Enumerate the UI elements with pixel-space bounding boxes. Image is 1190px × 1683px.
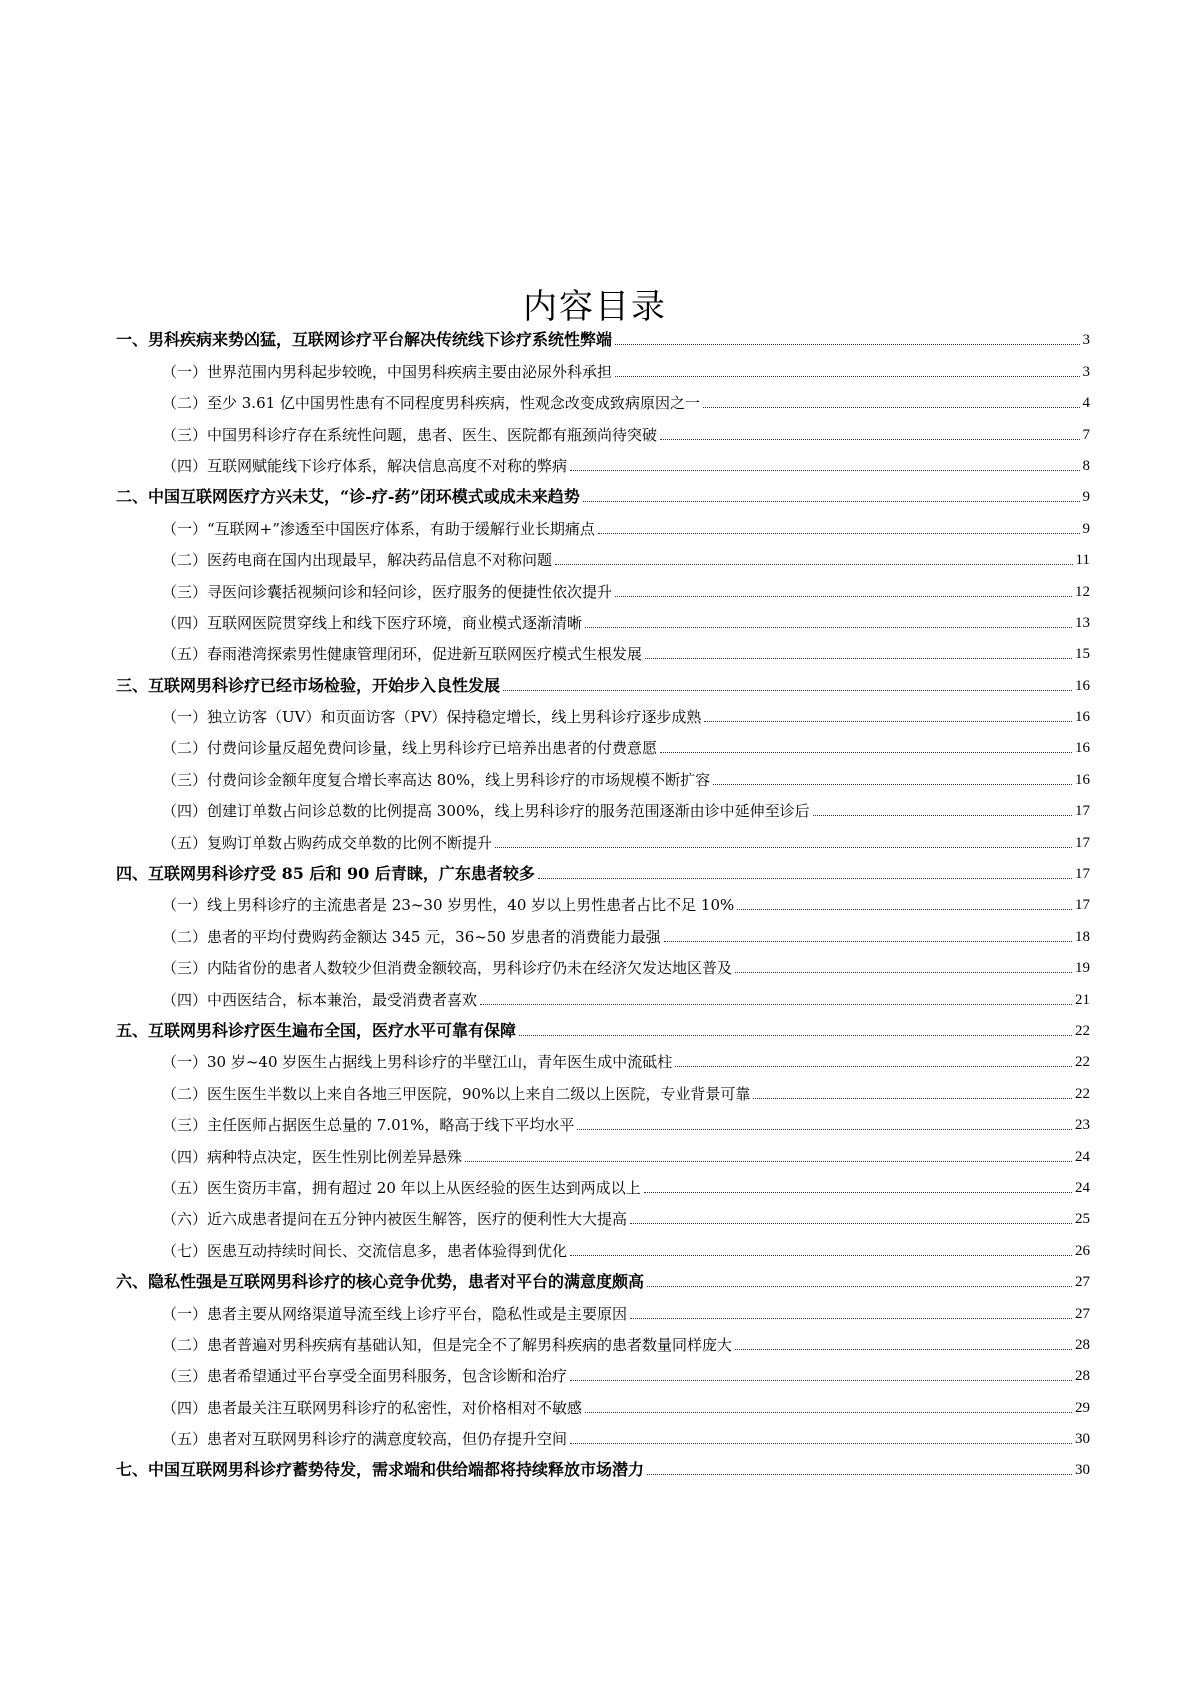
- toc-dot-leader: [703, 407, 1080, 408]
- toc-dot-leader: [630, 1318, 1072, 1319]
- toc-section-entry[interactable]: [116, 977, 1090, 1008]
- toc-entry-title: 一、男科疾病来势凶猛，互联网诊疗平台解决传统线下诊疗系统性弊端: [116, 331, 613, 350]
- toc-dot-leader: [713, 784, 1072, 785]
- toc-entry-title: （四）中西医结合，标本兼治，最受消费者喜欢: [162, 990, 478, 1009]
- toc-dot-leader: [570, 1443, 1072, 1444]
- toc-chapter-entry[interactable]: [116, 663, 1090, 694]
- toc-section-entry[interactable]: [116, 757, 1090, 788]
- toc-page-number: 15: [1075, 646, 1090, 663]
- toc-section-entry[interactable]: [116, 1323, 1090, 1354]
- toc-dot-leader: [583, 501, 1080, 502]
- toc-dot-leader: [735, 1349, 1072, 1350]
- toc-section-entry[interactable]: [116, 1385, 1090, 1416]
- toc-entry-title: （三）付费问诊金额年度复合增长率高达 80%，线上男科诊疗的市场规模不断扩容: [162, 770, 711, 789]
- toc-page-number: 16: [1075, 677, 1090, 694]
- toc-entry-title: （七）医患互动持续时间长、交流信息多，患者体验得到优化: [162, 1241, 568, 1260]
- toc-page-number: 9: [1082, 489, 1090, 506]
- toc-page-number: 30: [1075, 1431, 1090, 1448]
- toc-section-entry[interactable]: [116, 946, 1090, 977]
- toc-entry-title: （五）患者对互联网男科诊疗的满意度较高，但仍存提升空间: [162, 1430, 568, 1449]
- toc-dot-leader: [570, 1255, 1072, 1256]
- toc-section-entry[interactable]: [116, 695, 1090, 726]
- toc-page-number: 3: [1082, 363, 1090, 380]
- toc-dot-leader: [615, 376, 1079, 377]
- toc-dot-leader: [585, 627, 1072, 628]
- toc-dot-leader: [660, 752, 1072, 753]
- toc-dot-leader: [647, 1286, 1072, 1287]
- toc-page-number: 21: [1075, 991, 1090, 1008]
- toc-entry-title: （二）患者普遍对男科疾病有基础认知，但是完全不了解男科疾病的患者数量同样庞大: [162, 1335, 733, 1354]
- toc-entry-title: （四）病种特点决定，医生性别比例差异悬殊: [162, 1147, 463, 1166]
- toc-dot-leader: [570, 470, 1079, 471]
- toc-section-entry[interactable]: [116, 1354, 1090, 1385]
- toc-chapter-entry[interactable]: [116, 1009, 1090, 1040]
- toc-page-number: 13: [1075, 614, 1090, 631]
- toc-section-entry[interactable]: [116, 381, 1090, 412]
- toc-section-entry[interactable]: [116, 726, 1090, 757]
- toc-entry-title: （三）中国男科诊疗存在系统性问题，患者、医生、医院都有瓶颈尚待突破: [162, 425, 658, 444]
- toc-dot-leader: [675, 1066, 1072, 1067]
- toc-page-number: 9: [1082, 520, 1090, 537]
- toc-section-entry[interactable]: [116, 883, 1090, 914]
- toc-section-entry[interactable]: [116, 538, 1090, 569]
- toc-entry-title: （一）世界范围内男科起步较晚，中国男科疾病主要由泌尿外科承担: [162, 362, 613, 381]
- toc-page-number: 22: [1075, 1054, 1090, 1071]
- toc-page-number: 7: [1082, 426, 1090, 443]
- toc-section-entry[interactable]: [116, 412, 1090, 443]
- toc-dot-leader: [647, 1474, 1072, 1475]
- toc-entry-title: （二）医生医生半数以上来自各地三甲医院，90%以上来自二级以上医院，专业背景可靠: [162, 1084, 751, 1103]
- toc-dot-leader: [704, 721, 1072, 722]
- table-of-contents: [116, 318, 1090, 1479]
- toc-section-entry[interactable]: [116, 1197, 1090, 1228]
- toc-page-number: 24: [1075, 1179, 1090, 1196]
- toc-page-number: 26: [1075, 1242, 1090, 1259]
- toc-page-number: 28: [1075, 1368, 1090, 1385]
- toc-dot-leader: [570, 1380, 1072, 1381]
- toc-section-entry[interactable]: [116, 632, 1090, 663]
- toc-entry-title: （二）医药电商在国内出现最早，解决药品信息不对称问题: [162, 551, 553, 570]
- toc-entry-title: （三）内陆省份的患者人数较少但消费金额较高，男科诊疗仍未在经济欠发达地区普及: [162, 959, 733, 978]
- toc-dot-leader: [480, 1004, 1072, 1005]
- toc-dot-leader: [630, 1223, 1072, 1224]
- toc-dot-leader: [813, 815, 1072, 816]
- toc-section-entry[interactable]: [116, 506, 1090, 537]
- toc-dot-leader: [577, 1129, 1072, 1130]
- toc-page-number: 3: [1082, 332, 1090, 349]
- toc-dot-leader: [503, 690, 1072, 691]
- toc-page-number: 19: [1075, 960, 1090, 977]
- toc-entry-title: 五、互联网男科诊疗医生遍布全国，医疗水平可靠有保障: [116, 1021, 517, 1040]
- toc-entry-title: （三）患者希望通过平台享受全面男科服务，包含诊断和治疗: [162, 1367, 568, 1386]
- toc-section-entry[interactable]: [116, 914, 1090, 945]
- toc-entry-title: 三、互联网男科诊疗已经市场检验，开始步入良性发展: [116, 676, 501, 695]
- toc-section-entry[interactable]: [116, 1071, 1090, 1102]
- toc-entry-title: 六、隐私性强是互联网男科诊疗的核心竞争优势，患者对平台的满意度颇高: [116, 1273, 645, 1292]
- toc-entry-title: 四、互联网男科诊疗受 85 后和 90 后青睐，广东患者较多: [116, 865, 535, 884]
- toc-entry-title: （六）近六成患者提问在五分钟内被医生解答，医疗的便利性大大提高: [162, 1210, 628, 1229]
- toc-entry-title: （一）30 岁~40 岁医生占据线上男科诊疗的半壁江山，青年医生成中流砥柱: [162, 1053, 673, 1072]
- toc-page-number: 27: [1075, 1274, 1090, 1291]
- toc-section-entry[interactable]: [116, 444, 1090, 475]
- page-title: 内容目录: [523, 286, 667, 327]
- toc-entry-title: 七、中国互联网男科诊疗蓄势待发，需求端和供给端都将持续释放市场潜力: [116, 1461, 645, 1480]
- toc-section-entry[interactable]: [116, 1040, 1090, 1071]
- toc-section-entry[interactable]: [116, 601, 1090, 632]
- toc-entry-title: （五）医生资历丰富，拥有超过 20 年以上从医经验的医生达到两成以上: [162, 1178, 641, 1197]
- toc-chapter-entry[interactable]: [116, 1448, 1090, 1479]
- toc-page-number: 16: [1075, 771, 1090, 788]
- toc-entry-title: （二）付费问诊量反超免费问诊量，线上男科诊疗已培养出患者的付费意愿: [162, 739, 658, 758]
- toc-section-entry[interactable]: [116, 1103, 1090, 1134]
- toc-entry-title: （四）互联网医院贯穿线上和线下医疗环境，商业模式逐渐清晰: [162, 613, 583, 632]
- toc-dot-leader: [735, 972, 1072, 973]
- toc-page-number: 16: [1075, 709, 1090, 726]
- toc-entry-title: （二）患者的平均付费购药金额达 345 元，36~50 岁患者的消费能力最强: [162, 927, 661, 946]
- toc-section-entry[interactable]: [116, 1228, 1090, 1259]
- toc-dot-leader: [644, 1192, 1072, 1193]
- toc-page-number: 12: [1075, 583, 1090, 600]
- toc-page-number: 22: [1075, 1022, 1090, 1039]
- toc-dot-leader: [598, 533, 1080, 534]
- toc-section-entry[interactable]: [116, 569, 1090, 600]
- toc-page-number: 29: [1075, 1399, 1090, 1416]
- toc-entry-title: （三）主任医师占据医生总量的 7.01%，略高于线下平均水平: [162, 1116, 575, 1135]
- toc-entry-title: （四）创建订单数占问诊总数的比例提高 300%，线上男科诊疗的服务范围逐渐由诊中延伸至诊后: [162, 802, 810, 821]
- toc-page-number: 11: [1075, 552, 1090, 569]
- toc-entry-title: （三）寻医问诊囊括视频问诊和轻问诊，医疗服务的便捷性依次提升: [162, 582, 613, 601]
- toc-chapter-entry[interactable]: [116, 852, 1090, 883]
- toc-page-number: 28: [1075, 1336, 1090, 1353]
- toc-section-entry[interactable]: [116, 349, 1090, 380]
- toc-page-number: 16: [1075, 740, 1090, 757]
- toc-entry-title: （二）至少 3.61 亿中国男性患有不同程度男科疾病，性观念改变成致病原因之一: [162, 394, 700, 413]
- toc-entry-title: （四）患者最关注互联网男科诊疗的私密性，对价格相对不敏感: [162, 1398, 583, 1417]
- toc-dot-leader: [519, 1035, 1072, 1036]
- toc-dot-leader: [495, 847, 1072, 848]
- toc-section-entry[interactable]: [116, 789, 1090, 820]
- toc-section-entry[interactable]: [116, 1417, 1090, 1448]
- toc-page-number: 8: [1082, 457, 1090, 474]
- toc-entry-title: （一）独立访客（UV）和页面访客（PV）保持稳定增长，线上男科诊疗逐步成熟: [162, 708, 702, 727]
- toc-section-entry[interactable]: [116, 1291, 1090, 1322]
- toc-entry-title: （一）线上男科诊疗的主流患者是 23~30 岁男性，40 岁以上男性患者占比不足 10%: [162, 896, 735, 915]
- toc-chapter-entry[interactable]: [116, 1260, 1090, 1291]
- toc-dot-leader: [615, 344, 1079, 345]
- toc-page-number: 17: [1075, 866, 1090, 883]
- toc-page-number: 27: [1075, 1305, 1090, 1322]
- toc-page-number: 17: [1075, 803, 1090, 820]
- toc-dot-leader: [753, 1098, 1072, 1099]
- toc-dot-leader: [615, 596, 1072, 597]
- toc-dot-leader: [538, 878, 1072, 879]
- toc-entry-title: （一）患者主要从网络渠道导流至线上诊疗平台，隐私性或是主要原因: [162, 1304, 628, 1323]
- toc-dot-leader: [645, 658, 1072, 659]
- toc-page-number: 17: [1075, 897, 1090, 914]
- toc-page-number: 24: [1075, 1148, 1090, 1165]
- toc-entry-title: 二、中国互联网医疗方兴未艾，“诊-疗-药”闭环模式或成未来趋势: [116, 488, 580, 507]
- toc-entry-title: （五）复购订单数占购药成交单数的比例不断提升: [162, 833, 493, 852]
- toc-chapter-entry[interactable]: [116, 318, 1090, 349]
- toc-chapter-entry[interactable]: [116, 475, 1090, 506]
- toc-section-entry[interactable]: [116, 1134, 1090, 1165]
- toc-dot-leader: [555, 564, 1073, 565]
- toc-page-number: 17: [1075, 834, 1090, 851]
- toc-section-entry[interactable]: [116, 820, 1090, 851]
- toc-page-number: 23: [1075, 1117, 1090, 1134]
- toc-dot-leader: [737, 909, 1072, 910]
- toc-page-number: 22: [1075, 1085, 1090, 1102]
- toc-page-number: 18: [1075, 928, 1090, 945]
- toc-dot-leader: [664, 941, 1072, 942]
- toc-entry-title: （五）春雨港湾探索男性健康管理闭环，促进新互联网医疗模式生根发展: [162, 645, 643, 664]
- toc-section-entry[interactable]: [116, 1166, 1090, 1197]
- toc-entry-title: （一）“互联网+”渗透至中国医疗体系，有助于缓解行业长期痛点: [162, 519, 595, 538]
- toc-entry-title: （四）互联网赋能线下诊疗体系，解决信息高度不对称的弊病: [162, 456, 568, 475]
- toc-dot-leader: [660, 439, 1079, 440]
- toc-page-number: 25: [1075, 1211, 1090, 1228]
- toc-page-number: 30: [1075, 1462, 1090, 1479]
- toc-dot-leader: [585, 1412, 1072, 1413]
- toc-page-number: 4: [1082, 395, 1090, 412]
- toc-dot-leader: [465, 1161, 1072, 1162]
